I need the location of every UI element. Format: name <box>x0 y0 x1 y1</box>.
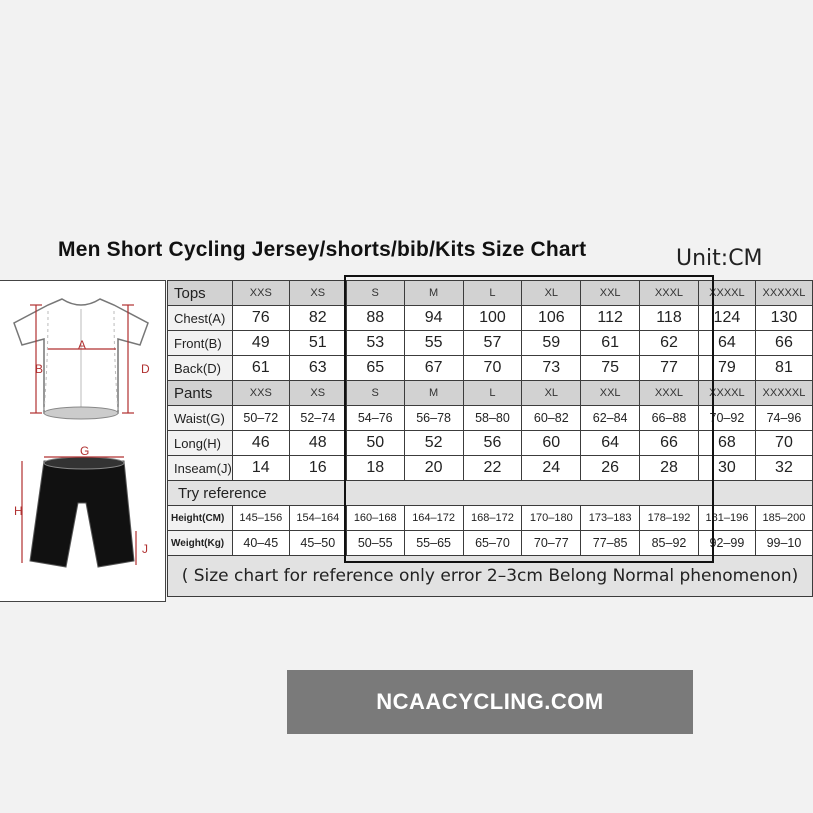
table-cell: 30 <box>698 456 755 481</box>
waist-label: Waist(G) <box>168 406 233 431</box>
table-cell: 24 <box>522 456 581 481</box>
pants-header-row <box>168 381 813 406</box>
size-header: XS <box>289 381 346 406</box>
size-header: XXS <box>232 281 289 306</box>
height-label: Height(CM) <box>168 506 233 531</box>
back-label: Back(D) <box>168 356 233 381</box>
weight-row <box>168 531 813 556</box>
table-cell: 64 <box>581 431 640 456</box>
table-cell: 62–84 <box>581 406 640 431</box>
table-cell: 170–180 <box>522 506 581 531</box>
table-cell: 54–76 <box>346 406 404 431</box>
inseam-label: Inseam(J) <box>168 456 233 481</box>
pants-label: Pants <box>168 381 233 406</box>
table-cell: 57 <box>463 331 522 356</box>
size-header: XXXL <box>640 281 699 306</box>
table-cell: 14 <box>232 456 289 481</box>
size-header: XL <box>522 281 581 306</box>
table-cell: 58–80 <box>463 406 522 431</box>
table-cell: 48 <box>289 431 346 456</box>
size-header: L <box>463 381 522 406</box>
table-cell: 60–82 <box>522 406 581 431</box>
table-cell: 55 <box>404 331 463 356</box>
long-row <box>168 431 813 456</box>
try-reference-row <box>168 481 813 506</box>
front-row <box>168 331 813 356</box>
garment-illustrations <box>0 281 165 601</box>
size-header: XXXXL <box>698 381 755 406</box>
table-cell: 130 <box>755 306 812 331</box>
size-header: XXXL <box>640 381 699 406</box>
table-cell: 61 <box>581 331 640 356</box>
table-cell: 82 <box>289 306 346 331</box>
back-row <box>168 356 813 381</box>
table-cell: 32 <box>755 456 812 481</box>
table-cell: 22 <box>463 456 522 481</box>
size-table <box>167 280 813 597</box>
size-header: S <box>346 281 404 306</box>
table-cell: 28 <box>640 456 699 481</box>
table-cell: 56 <box>463 431 522 456</box>
table-cell: 70–92 <box>698 406 755 431</box>
table-cell: 45–50 <box>289 531 346 556</box>
table-cell: 66–88 <box>640 406 699 431</box>
table-cell: 100 <box>463 306 522 331</box>
jersey-illustration <box>14 299 150 419</box>
table-cell: 70 <box>463 356 522 381</box>
table-cell: 85–92 <box>640 531 699 556</box>
size-header: XXL <box>581 381 640 406</box>
table-cell: 50–72 <box>232 406 289 431</box>
table-cell: 77 <box>640 356 699 381</box>
table-cell: 60 <box>522 431 581 456</box>
label-h: H <box>14 504 23 518</box>
table-cell: 74–96 <box>755 406 812 431</box>
disclaimer-note: ( Size chart for reference only error 2–3cm Belong Normal phenomenon) <box>168 556 813 597</box>
inseam-row <box>168 456 813 481</box>
table-cell: 145–156 <box>232 506 289 531</box>
table-cell: 65 <box>346 356 404 381</box>
table-cell: 66 <box>755 331 812 356</box>
table-cell: 168–172 <box>463 506 522 531</box>
unit-label: Unit:CM <box>676 246 763 271</box>
table-cell: 18 <box>346 456 404 481</box>
table-cell: 52 <box>404 431 463 456</box>
size-header: M <box>404 381 463 406</box>
waist-row <box>168 406 813 431</box>
table-cell: 67 <box>404 356 463 381</box>
chart-title: Men Short Cycling Jersey/shorts/bib/Kits Size Chart <box>58 238 587 261</box>
table-cell: 65–70 <box>463 531 522 556</box>
table-cell: 64 <box>698 331 755 356</box>
table-cell: 16 <box>289 456 346 481</box>
table-cell: 77–85 <box>581 531 640 556</box>
table-cell: 40–45 <box>232 531 289 556</box>
shorts-illustration <box>14 444 148 567</box>
table-cell: 118 <box>640 306 699 331</box>
table-cell: 178–192 <box>640 506 699 531</box>
size-header: XXXXL <box>698 281 755 306</box>
size-header: XL <box>522 381 581 406</box>
table-cell: 76 <box>232 306 289 331</box>
size-header: XXXXXL <box>755 281 812 306</box>
table-cell: 154–164 <box>289 506 346 531</box>
table-cell: 46 <box>232 431 289 456</box>
label-d: D <box>141 362 150 376</box>
table-cell: 53 <box>346 331 404 356</box>
table-cell: 160–168 <box>346 506 404 531</box>
table-cell: 73 <box>522 356 581 381</box>
table-cell: 63 <box>289 356 346 381</box>
note-row <box>168 556 813 597</box>
table-cell: 99–10 <box>755 531 812 556</box>
size-header: XXS <box>232 381 289 406</box>
table-cell: 70–77 <box>522 531 581 556</box>
label-a: A <box>78 338 87 352</box>
size-header: S <box>346 381 404 406</box>
long-label: Long(H) <box>168 431 233 456</box>
size-header: XXL <box>581 281 640 306</box>
table-cell: 62 <box>640 331 699 356</box>
weight-label: Weight(Kg) <box>168 531 233 556</box>
table-cell: 94 <box>404 306 463 331</box>
table-cell: 106 <box>522 306 581 331</box>
chest-label: Chest(A) <box>168 306 233 331</box>
watermark-text: NCAACYCLING.COM <box>376 689 604 714</box>
tops-label: Tops <box>168 281 233 306</box>
height-row <box>168 506 813 531</box>
table-cell: 164–172 <box>404 506 463 531</box>
table-cell: 68 <box>698 431 755 456</box>
chest-row <box>168 306 813 331</box>
label-j: J <box>142 542 148 556</box>
size-header: L <box>463 281 522 306</box>
table-cell: 70 <box>755 431 812 456</box>
label-g: G <box>80 444 90 458</box>
size-header: M <box>404 281 463 306</box>
table-cell: 56–78 <box>404 406 463 431</box>
table-cell: 50–55 <box>346 531 404 556</box>
tops-header-row <box>168 281 813 306</box>
table-cell: 88 <box>346 306 404 331</box>
table-cell: 59 <box>522 331 581 356</box>
table-cell: 49 <box>232 331 289 356</box>
table-cell: 79 <box>698 356 755 381</box>
table-cell: 51 <box>289 331 346 356</box>
table-cell: 20 <box>404 456 463 481</box>
table-cell: 52–74 <box>289 406 346 431</box>
table-cell: 185–200 <box>755 506 812 531</box>
table-cell: 124 <box>698 306 755 331</box>
watermark-banner <box>287 670 693 734</box>
table-cell: 26 <box>581 456 640 481</box>
front-label: Front(B) <box>168 331 233 356</box>
table-cell: 112 <box>581 306 640 331</box>
table-cell: 75 <box>581 356 640 381</box>
table-cell: 66 <box>640 431 699 456</box>
size-header: XS <box>289 281 346 306</box>
table-cell: 55–65 <box>404 531 463 556</box>
label-b: B <box>35 362 44 376</box>
table-cell: 173–183 <box>581 506 640 531</box>
table-cell: 92–99 <box>698 531 755 556</box>
table-cell: 61 <box>232 356 289 381</box>
table-cell: 81 <box>755 356 812 381</box>
table-cell: 50 <box>346 431 404 456</box>
garment-figure-panel <box>0 280 166 602</box>
table-cell: 181–196 <box>698 506 755 531</box>
size-header: XXXXXL <box>755 381 812 406</box>
try-reference-label: Try reference <box>168 481 813 506</box>
